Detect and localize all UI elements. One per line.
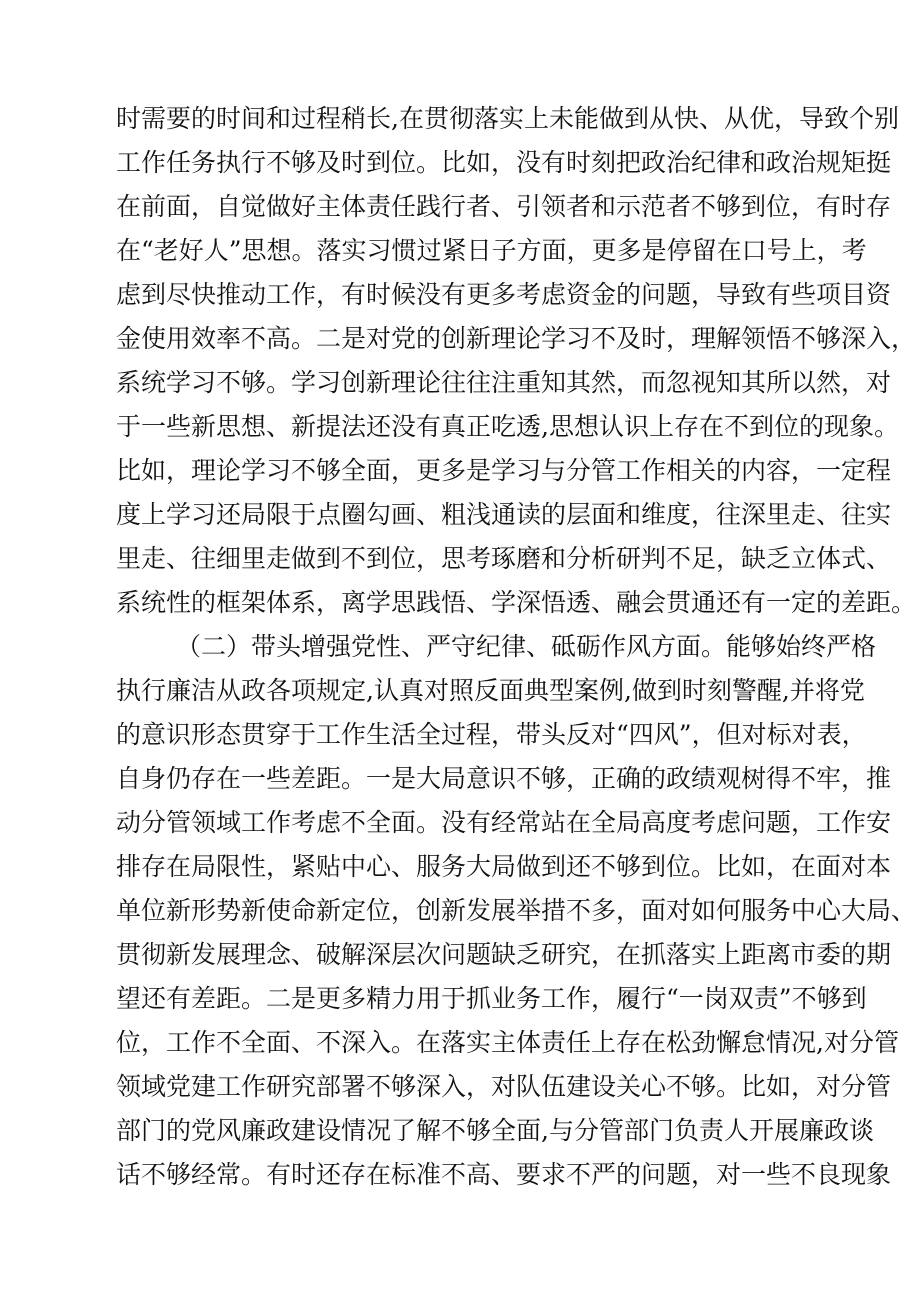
text-line: 贯彻新发展理念、破解深层次问题缺乏研究，在抓落实上距离市委的期	[116, 940, 892, 969]
text-line: 在“老好人”思想。落实习惯过紧日子方面，更多是停留在口号上，考	[116, 236, 867, 265]
text-line: 位，工作不全面、不深入。在落实主体责任上存在松劲懈怠情况,对分管	[116, 1028, 899, 1057]
text-line: 望还有差距。二是更多精力用于抓业务工作，履行“一岗双责”不够到	[116, 984, 867, 1013]
text-line: 领域党建工作研究部署不够深入，对队伍建设关心不够。比如，对分管	[116, 1072, 892, 1101]
text-line: 话不够经常。有时还存在标准不高、要求不严的问题，对一些不良现象	[116, 1160, 892, 1189]
text-line: 里走、往细里走做到不到位，思考琢磨和分析研判不足，缺乏立体式、	[116, 544, 892, 573]
text-line: 度上学习还局限于点圈勾画、粗浅通读的层面和维度，往深里走、往实	[116, 500, 892, 529]
section-heading-line: （二）带头增强党性、严守纪律、砥砺作风方面。能够始终严格	[176, 632, 877, 661]
text-line: 部门的党风廉政建设情况了解不够全面,与分管部门负责人开展廉政谈	[116, 1116, 874, 1145]
text-line: 的意识形态贯穿于工作生活全过程，带头反对“四风”，但对标对表，	[116, 720, 867, 749]
text-line: 排存在局限性，紧贴中心、服务大局做到还不够到位。比如，在面对本	[116, 852, 892, 881]
text-line: 虑到尽快推动工作，有时候没有更多考虑资金的问题，导致有些项目资	[116, 280, 892, 309]
text-line: 于一些新思想、新提法还没有真正吃透,思想认识上存在不到位的现象。	[116, 412, 899, 441]
text-line: 系统学习不够。学习创新理论往往注重知其然，而忽视知其所以然，对	[116, 368, 892, 397]
text-line: 执行廉洁从政各项规定,认真对照反面典型案例,做到时刻警醒,并将党	[116, 676, 865, 705]
text-line: 系统性的框架体系，离学思践悟、学深悟透、融会贯通还有一定的差距。	[116, 588, 917, 617]
text-line: 金使用效率不高。二是对党的创新理论学习不及时，理解领悟不够深入，	[116, 324, 917, 353]
text-line: 动分管领域工作考虑不全面。没有经常站在全局高度考虑问题，工作安	[116, 808, 892, 837]
text-line: 单位新形势新使命新定位，创新发展举措不多，面对如何服务中心大局、	[116, 896, 917, 925]
text-line: 比如，理论学习不够全面，更多是学习与分管工作相关的内容，一定程	[116, 456, 892, 485]
text-line: 工作任务执行不够及时到位。比如，没有时刻把政治纪律和政治规矩挺	[116, 148, 892, 177]
text-line: 自身仍存在一些差距。一是大局意识不够，正确的政绩观树得不牢，推	[116, 764, 892, 793]
text-line: 在前面，自觉做好主体责任践行者、引领者和示范者不够到位，有时存	[116, 192, 892, 221]
text-line: 时需要的时间和过程稍长,在贯彻落实上未能做到从快、从优，导致个别	[116, 104, 899, 133]
